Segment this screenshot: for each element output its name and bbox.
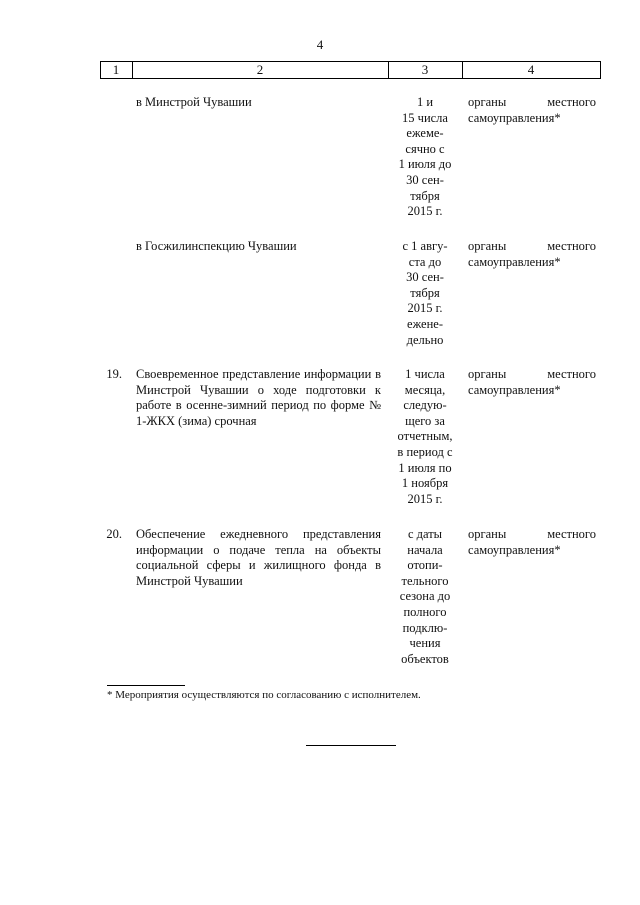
page-number: 4: [316, 37, 324, 52]
row-description: в Госжилинспекцию Чувашии: [136, 239, 297, 253]
row-number: 20.: [106, 527, 122, 541]
footnote-divider: [107, 685, 185, 686]
row-responsible: органы местного самоуправления*: [468, 239, 596, 269]
row-number: 19.: [106, 367, 122, 381]
row-responsible: органы местного самоуправления*: [468, 367, 596, 397]
divider: [600, 62, 601, 78]
header-col-3: 3: [421, 62, 429, 77]
table-header: [100, 61, 601, 79]
row-description: в Минстрой Чувашии: [136, 95, 252, 109]
footnote: * Мероприятия осуществляются по согласованию с исполнителем.: [107, 689, 421, 701]
row-responsible: органы местного самоуправления*: [468, 527, 596, 557]
row-date: 1 числа месяца, следую- щего за отчетным, в период с 1 июля по 1 ноября 2015 г.: [397, 367, 453, 506]
row-date: с 1 авгу- ста до 30 сен- тября 2015 г. ежене- дельно: [402, 239, 448, 347]
header-col-2: 2: [256, 62, 264, 77]
header-col-4: 4: [527, 62, 535, 77]
row-description: Обеспечение ежедневного представления информации о подаче тепла на объекты социальной сферы и жилищного фонда в Минстрой Чувашии: [136, 527, 381, 588]
header-col-1: 1: [112, 62, 120, 77]
row-responsible: органы местного самоуправления*: [468, 95, 596, 125]
end-line: [306, 745, 396, 746]
row-date: с даты начала отопи- тельного сезона до полного подклю- чения объектов: [399, 527, 451, 666]
row-description: Своевременное представление информации в Минстрой Чувашии о ходе подготовки к работе в осенне-зимний период по форме № 1-ЖКХ (зима) срочная: [136, 367, 381, 428]
row-date: 1 и 15 числа ежеме- сячно с 1 июля до 30 сен- тября 2015 г.: [398, 95, 452, 219]
